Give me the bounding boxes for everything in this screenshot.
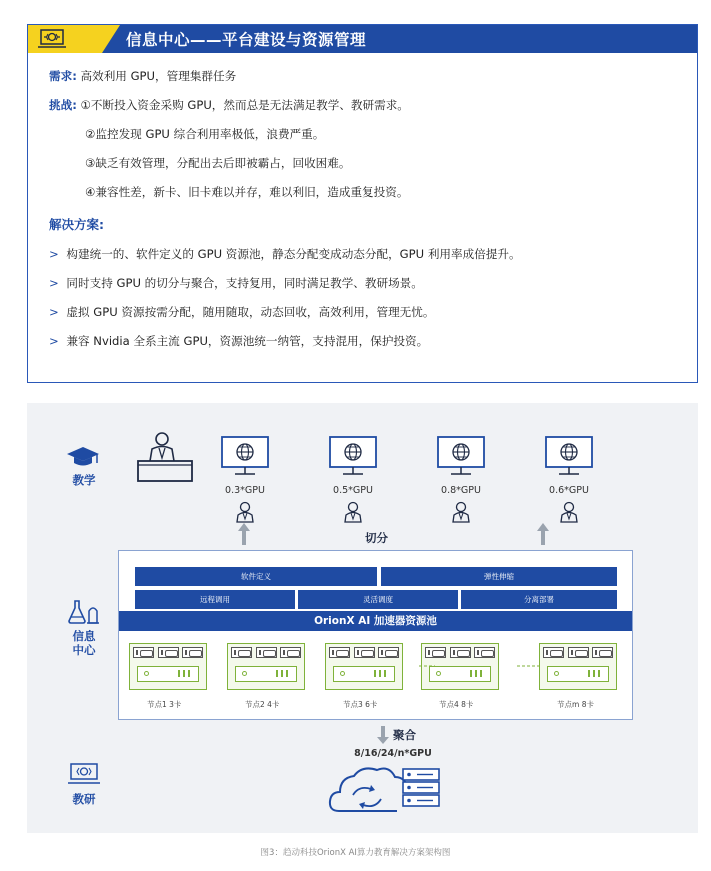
monitor-globe-icon — [221, 436, 269, 480]
arrow-up-icon — [537, 523, 549, 545]
solution-item: 构建统一的、软件定义的 GPU 资源池，静态分配变成动态分配，GPU 利用率成倍提升。 — [66, 247, 521, 261]
research-label: 教研 — [72, 792, 96, 806]
challenge-item: ①不断投入资金采购 GPU，然而总是无法满足教学、教研需求。 — [80, 98, 409, 112]
demand-label: 需求: — [49, 69, 77, 83]
gpu-slice-label: 0.5*GPU — [333, 485, 373, 496]
figure-caption: 图3：趋动科技OrionX AI算力教育解决方案架构图 — [260, 848, 451, 858]
gpu-slice-label: 0.6*GPU — [549, 485, 589, 496]
node-label: 节点3 6卡 — [343, 700, 378, 709]
user-icon — [558, 501, 580, 523]
solution-row — [49, 276, 423, 291]
challenge-row — [85, 127, 324, 142]
node-connector-lines — [119, 551, 632, 721]
teaching-label: 教学 — [72, 473, 96, 487]
software-defined-bar: 软件定义 — [135, 567, 377, 586]
bullet-marker: > — [49, 247, 59, 261]
challenge-item: ②监控发现 GPU 综合利用率极低，浪费严重。 — [85, 127, 325, 141]
node-label: 节点1 3卡 — [147, 700, 182, 709]
pool-title-bar: OrionX AI 加速器资源池 — [119, 611, 632, 631]
solution-item: 同时支持 GPU 的切分与聚合，支持复用，同时满足教学、教研场景。 — [66, 276, 423, 290]
solution-item: 虚拟 GPU 资源按需分配，随用随取，动态回收，高效利用，管理无忧。 — [66, 305, 435, 319]
arrow-up-icon — [238, 523, 250, 545]
challenge-row — [85, 185, 408, 200]
demand-row — [49, 69, 236, 84]
remote-call-bar: 远程调用 — [135, 590, 295, 609]
info-center-label-line: 信息 — [72, 629, 96, 643]
node-label: 节点m 8卡 — [557, 700, 594, 709]
challenge-item: ④兼容性差，新卡、旧卡难以并存，难以利旧，造成重复投资。 — [85, 185, 409, 199]
info-center-label — [67, 629, 101, 657]
monitor-gear-icon — [37, 29, 67, 49]
gpu-slice-label: 0.3*GPU — [225, 485, 265, 496]
solution-row — [49, 247, 521, 262]
solution-row — [49, 334, 428, 349]
aggregate-label: 聚合 — [393, 728, 416, 742]
challenge-row — [85, 156, 350, 171]
flexible-scheduling-bar: 灵活调度 — [298, 590, 458, 609]
aggregate-gpu-label: 8/16/24/n*GPU — [354, 748, 432, 759]
demand-text: 高效利用 GPU，管理集群任务 — [80, 69, 237, 83]
monitor-gear-icon — [67, 763, 101, 785]
lecturer-podium-icon — [135, 431, 195, 485]
separate-deployment-bar: 分离部署 — [461, 590, 617, 609]
lab-flask-icon — [67, 599, 101, 625]
gpu-slice-label: 0.8*GPU — [441, 485, 481, 496]
cloud-server-icon — [327, 763, 447, 819]
bullet-marker: > — [49, 276, 59, 290]
card-title: 信息中心——平台建设与资源管理 — [126, 31, 367, 49]
graduation-cap-icon — [65, 445, 101, 469]
resource-pool — [118, 550, 633, 720]
architecture-diagram — [27, 403, 698, 833]
elastic-scaling-bar: 弹性伸缩 — [381, 567, 617, 586]
node-label: 节点4 8卡 — [439, 700, 474, 709]
monitor-globe-icon — [329, 436, 377, 480]
challenge-label: 挑战: — [49, 98, 77, 112]
card-header — [28, 25, 697, 53]
solution-title: 解决方案: — [49, 217, 104, 232]
arrow-down-icon — [377, 726, 389, 744]
info-center-label-line: 中心 — [72, 643, 96, 657]
solution-row — [49, 305, 434, 320]
bullet-marker: > — [49, 305, 59, 319]
challenge-item: ③缺乏有效管理，分配出去后即被霸占，回收困难。 — [85, 156, 351, 170]
monitor-globe-icon — [545, 436, 593, 480]
split-label: 切分 — [365, 531, 388, 545]
solution-item: 兼容 Nvidia 全系主流 GPU，资源池统一纳管，支持混用，保护投资。 — [66, 334, 429, 348]
bullet-marker: > — [49, 334, 59, 348]
challenge-row — [49, 98, 409, 113]
node-label: 节点2 4卡 — [245, 700, 280, 709]
user-icon — [450, 501, 472, 523]
info-card — [27, 24, 698, 383]
monitor-globe-icon — [437, 436, 485, 480]
user-icon — [234, 501, 256, 523]
user-icon — [342, 501, 364, 523]
